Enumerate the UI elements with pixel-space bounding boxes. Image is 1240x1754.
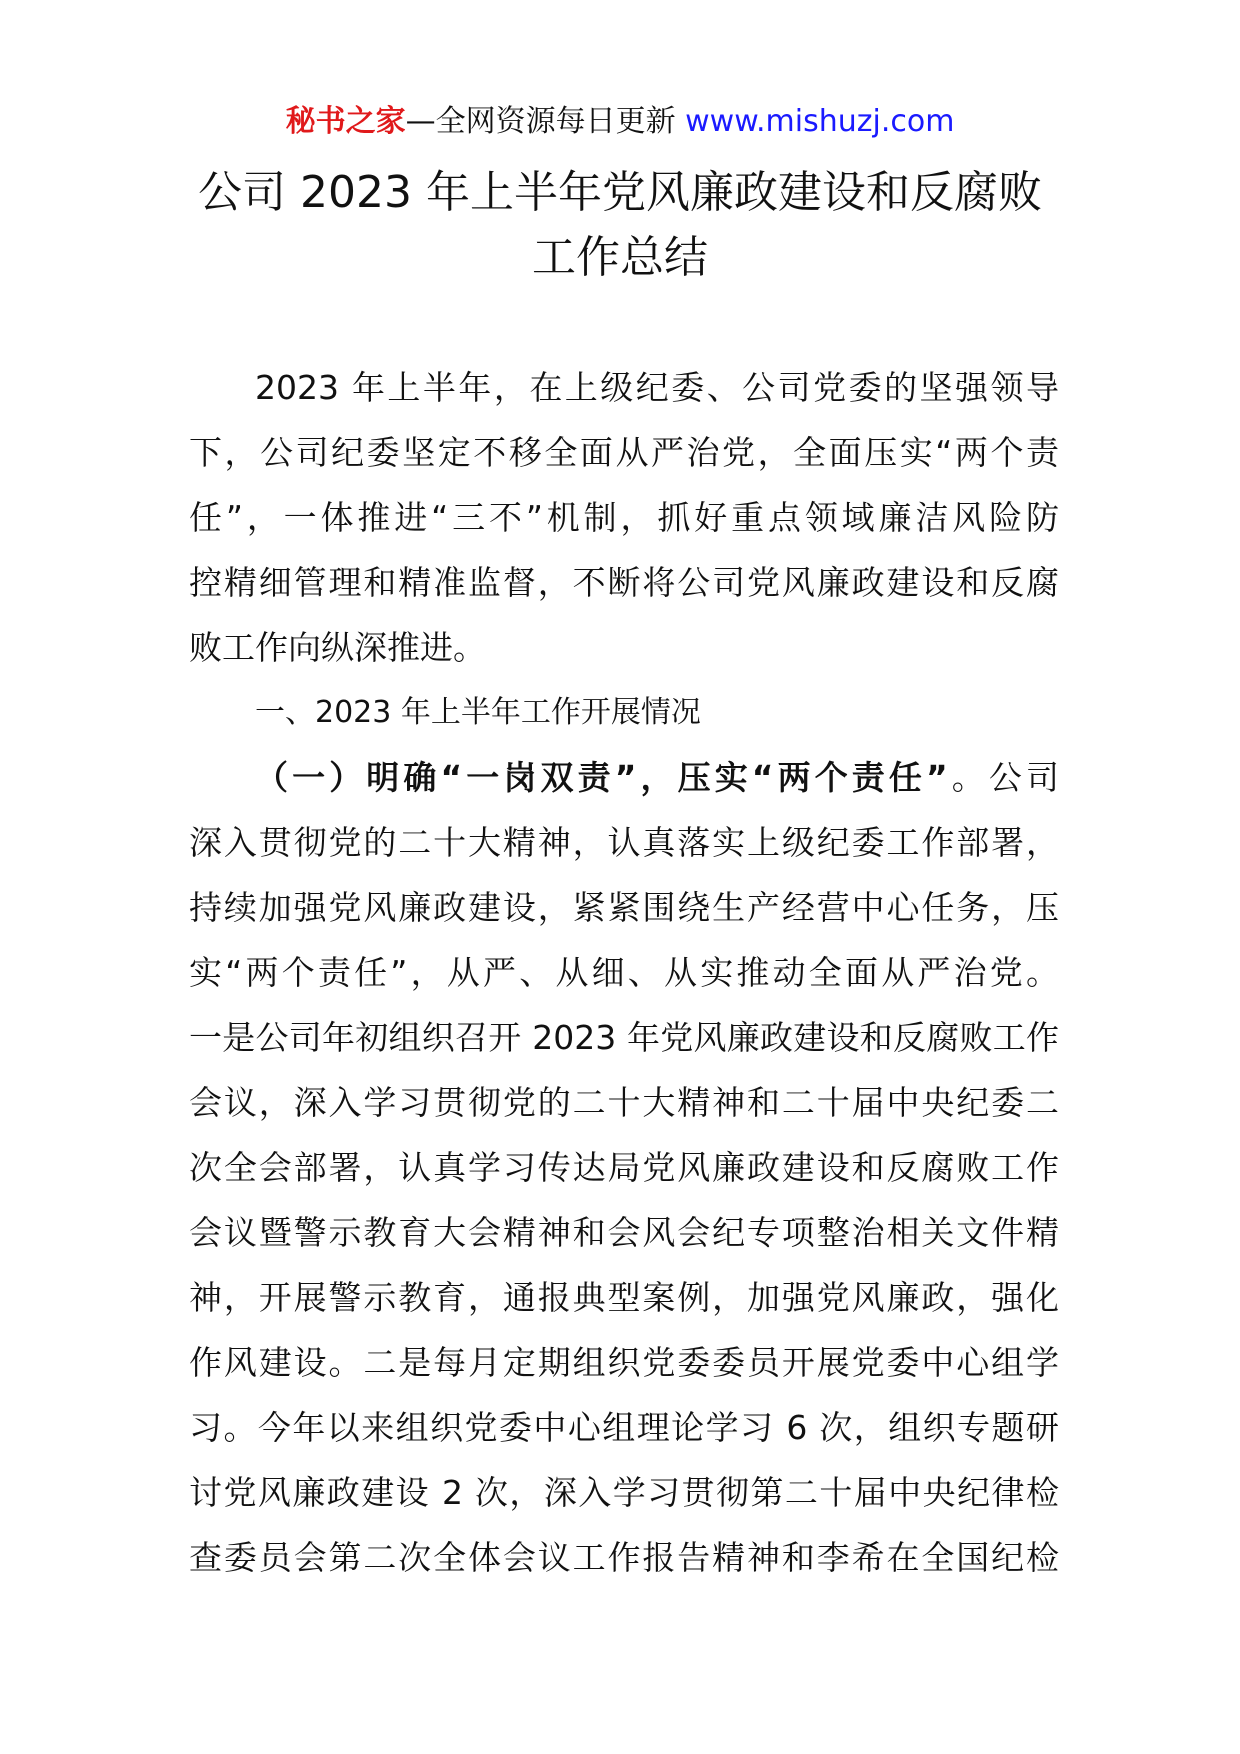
paragraph-line: 次全会部署，认真学习传达局党风廉政建设和反腐败工作 xyxy=(189,1148,1059,1187)
banner-slogan: —全网资源每日更新 xyxy=(405,104,676,139)
subsection-lead-rest: 。公司 xyxy=(947,758,1059,797)
document-body xyxy=(189,355,1059,1590)
paragraph-line: 讨党风廉政建设 2 次，深入学习贯彻第二十届中央纪律检 xyxy=(189,1473,1059,1512)
paragraph-line: 持续加强党风廉政建设，紧紧围绕生产经营中心任务，压 xyxy=(189,888,1059,927)
paragraph-line: 查委员会第二次全体会议工作报告精神和李希在全国纪检 xyxy=(189,1538,1059,1577)
paragraph-line: 习。今年以来组织党委中心组理论学习 6 次，组织专题研 xyxy=(189,1408,1059,1447)
section-heading: 一、2023 年上半年工作开展情况 xyxy=(255,695,701,730)
paragraph-line: 神，开展警示教育，通报典型案例，加强党风廉政，强化 xyxy=(189,1278,1059,1317)
paragraph-line: 会议，深入学习贯彻党的二十大精神和二十届中央纪委二 xyxy=(189,1083,1059,1122)
paragraph-line: 2023 年上半年，在上级纪委、公司党委的坚强领导 xyxy=(255,368,1059,407)
brand-name: 秘书之家 xyxy=(285,104,406,139)
paragraph-line: 下，公司纪委坚定不移全面从严治党，全面压实“两个责 xyxy=(189,433,1059,472)
title-line-1: 公司 2023 年上半年党风廉政建设和反腐败 xyxy=(198,167,1042,218)
subsection-first-line xyxy=(189,745,1059,810)
paragraph-line: 一是公司年初组织召开 2023 年党风廉政建设和反腐败工作 xyxy=(189,1018,1059,1057)
subsection-heading: （一）明确“一岗双责”，压实“两个责任” xyxy=(255,758,948,797)
website-link[interactable]: www.mishuzj.com xyxy=(685,104,955,139)
paragraph-line: 任”，一体推进“三不”机制，抓好重点领域廉洁风险防 xyxy=(189,498,1059,537)
site-banner xyxy=(0,100,1240,144)
paragraph-line: 作风建设。二是每月定期组织党委委员开展党委中心组学 xyxy=(189,1343,1059,1382)
paragraph-line: 败工作向纵深推进。 xyxy=(189,628,486,667)
document-title xyxy=(150,160,1090,290)
paragraph-line: 会议暨警示教育大会精神和会风会纪专项整治相关文件精 xyxy=(189,1213,1059,1252)
title-line-2: 工作总结 xyxy=(532,232,708,283)
paragraph-line: 控精细管理和精准监督，不断将公司党风廉政建设和反腐 xyxy=(189,563,1059,602)
paragraph-line: 深入贯彻党的二十大精神，认真落实上级纪委工作部署， xyxy=(189,823,1059,862)
paragraph-line: 实“两个责任”，从严、从细、从实推动全面从严治党。 xyxy=(189,953,1059,992)
